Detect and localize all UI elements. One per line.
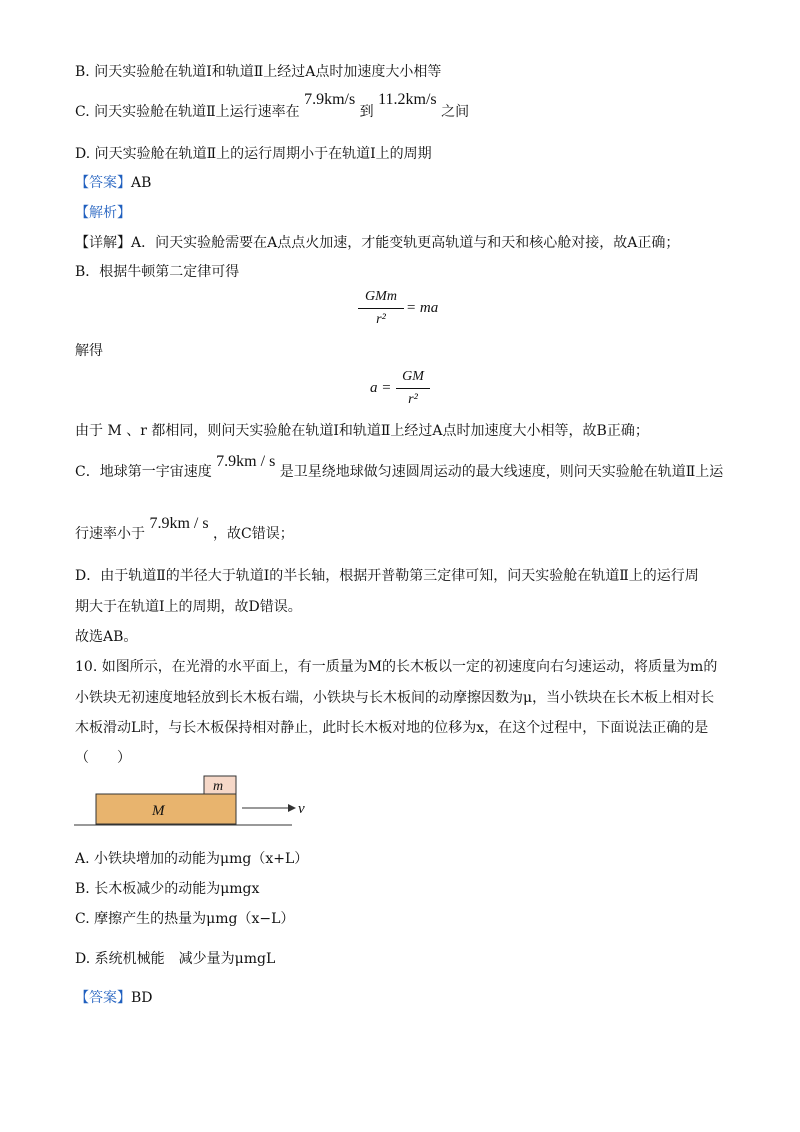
- long-board: [96, 794, 236, 824]
- solve-label: 解得: [75, 343, 103, 359]
- equation-2-lhs: a =: [370, 380, 392, 396]
- eq1-denominator: r²: [376, 312, 386, 327]
- q9-detail-a: [75, 233, 679, 253]
- eq1-numerator: GMm: [365, 289, 397, 304]
- q9-answer: [75, 173, 151, 193]
- board-label: M: [152, 803, 165, 819]
- q9-option-c-speed1: 7.9km/s: [304, 91, 356, 108]
- velocity-arrowhead: [288, 804, 296, 812]
- q9-c-explanation-2: [75, 515, 294, 544]
- equation-1-rhs: = ma: [406, 300, 439, 316]
- board-block-diagram: [70, 770, 310, 830]
- q10-answer: [75, 988, 153, 1008]
- answer-tag: 【答案】: [75, 175, 131, 191]
- q9-option-d: D. 问天实验舱在轨道Ⅱ上的运行周期小于在轨道Ⅰ上的周期: [75, 146, 432, 162]
- equation-1: [358, 287, 404, 330]
- q9-analysis-tag: 【解析】: [75, 205, 131, 221]
- q9-d-explanation-2: 期大于在轨道Ⅰ上的周期，故D错误。: [75, 599, 302, 615]
- block-label: m: [213, 779, 224, 794]
- c2-text-1: 行速率小于: [75, 526, 145, 542]
- q9-option-c: [75, 91, 470, 122]
- answer-value: AB: [131, 175, 152, 191]
- q10-option-d: D. 系统机械能 减少量为μmgL: [75, 951, 276, 967]
- detail-tag: 【详解】: [75, 235, 131, 251]
- answer-value: BD: [131, 990, 153, 1006]
- q10-stem-1: 10. 如图所示，在光滑的水平面上，有一质量为M的长木板以一定的初速度向右匀速运动，将质量为m的: [75, 659, 718, 675]
- detail-a-text: A．问天实验舱需要在A点点火加速，才能变轨更高轨道与和天和核心舱对接，故A正确；: [131, 235, 680, 251]
- equation-2: [396, 367, 430, 410]
- eq2-numerator: GM: [402, 369, 424, 384]
- q9-d-explanation-1: D．由于轨道Ⅱ的半径大于轨道Ⅰ的半长轴，根据开普勒第三定律可知，问天实验舱在轨道Ⅱ上的运行周: [75, 568, 699, 584]
- q10-option-b: B. 长木板减少的动能为μmgx: [75, 881, 260, 897]
- eq2-denominator: r²: [408, 392, 418, 407]
- q10-paren: （ ）: [75, 750, 131, 766]
- q9-option-c-speed2: 11.2km/s: [378, 91, 437, 108]
- q9-option-c-to: 到: [359, 104, 374, 120]
- velocity-label: v: [298, 801, 305, 817]
- q9-option-c-between: 之间: [441, 104, 470, 120]
- c-speed: 7.9km / s: [216, 453, 276, 470]
- q9-c-explanation: [75, 453, 724, 482]
- c2-text-2: ，故C错误；: [213, 526, 294, 542]
- q10-option-c: C. 摩擦产生的热量为μmg（x−L）: [75, 911, 295, 927]
- c2-speed: 7.9km / s: [149, 515, 209, 532]
- q10-stem-2: 小铁块无初速度地轻放到长木板右端，小铁块与长木板间的动摩擦因数为μ，当小铁块在长木板上相对长: [75, 690, 715, 706]
- c-text-1: C．地球第一宇宙速度: [75, 464, 212, 480]
- answer-tag: 【答案】: [75, 990, 131, 1006]
- q9-option-c-text: C. 问天实验舱在轨道Ⅱ上运行速率在: [75, 104, 300, 120]
- q9-b-conclusion: 由于 M 、r 都相同，则问天实验舱在轨道Ⅰ和轨道Ⅱ上经过A点时加速度大小相等，故B正确；: [75, 423, 649, 439]
- c-text-2: 是卫星绕地球做匀速圆周运动的最大线速度，则问天实验舱在轨道Ⅱ上运: [279, 464, 724, 480]
- q9-option-b: B. 问天实验舱在轨道Ⅰ和轨道Ⅱ上经过A点时加速度大小相等: [75, 64, 442, 80]
- q10-stem-3: 木板滑动L时，与长木板保持相对静止，此时长木板对地的位移为x，在这个过程中，下面说法正确的是: [75, 720, 709, 736]
- q10-option-a: A. 小铁块增加的动能为μmg（x+L）: [75, 851, 309, 867]
- eq1-bar: [358, 308, 404, 309]
- q9-detail-b: B．根据牛顿第二定律可得: [75, 264, 240, 280]
- eq2-bar: [396, 388, 430, 389]
- q9-choose: 故选AB。: [75, 629, 138, 645]
